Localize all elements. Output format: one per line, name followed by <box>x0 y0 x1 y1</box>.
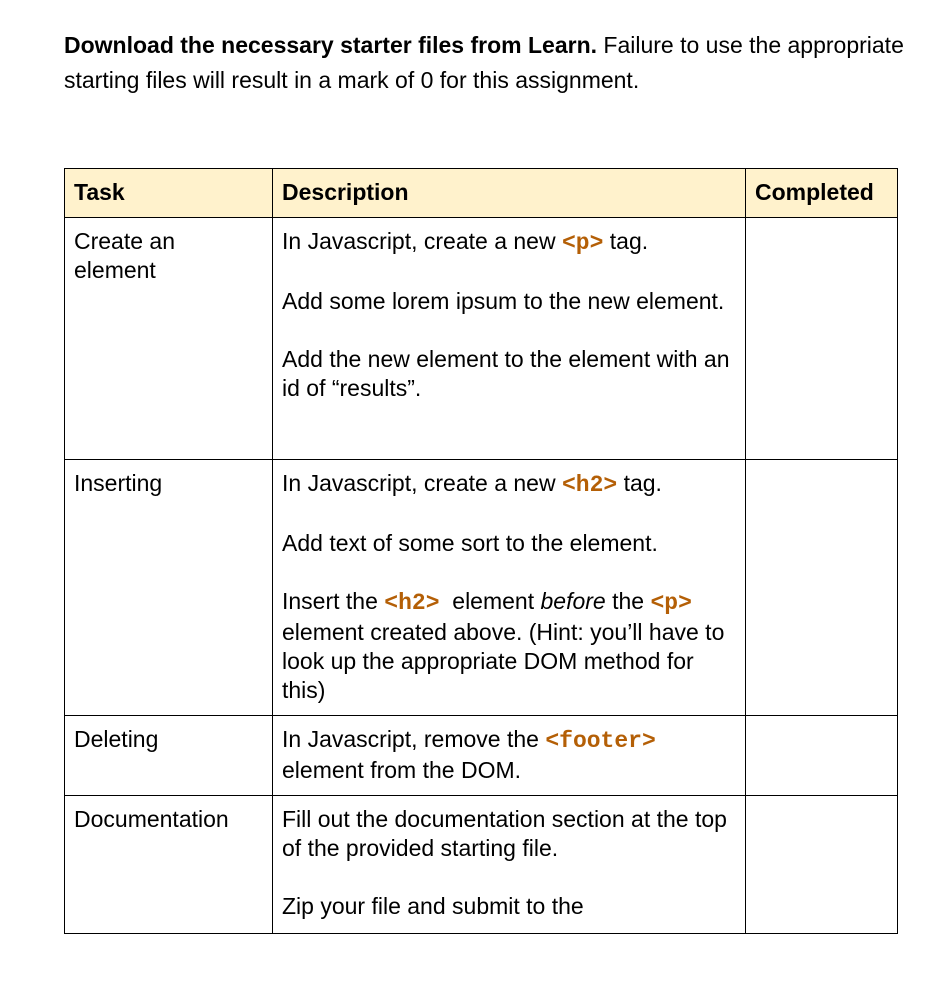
code-tag: <h2> <box>384 590 440 616</box>
header-completed: Completed <box>746 169 898 218</box>
table-row <box>65 796 898 934</box>
description-paragraph <box>282 227 736 258</box>
text-span: tag. <box>617 470 662 496</box>
code-tag: <footer> <box>545 728 656 754</box>
task-cell: Deleting <box>65 716 273 796</box>
text-span: In Javascript, create a new <box>282 470 562 496</box>
description-paragraph: Fill out the documentation section at the top of the provided starting file. <box>282 806 727 861</box>
task-cell: Documentation <box>65 796 273 934</box>
code-tag: <p> <box>561 230 604 256</box>
task-table <box>64 168 898 934</box>
description-paragraph <box>282 725 736 785</box>
header-task: Task <box>65 169 273 218</box>
text-span: In Javascript, create a new <box>282 228 562 254</box>
completed-cell <box>746 218 898 460</box>
header-description: Description <box>273 169 746 218</box>
code-tag: <p> <box>650 590 692 616</box>
text-span: element created above. (Hint: you’ll have to look up the appropriate DOM method for this) <box>282 619 725 703</box>
description-paragraph: Add some lorem ipsum to the new element. <box>282 288 725 314</box>
description-cell <box>273 796 746 934</box>
text-span: Insert the <box>282 588 385 614</box>
completed-cell <box>746 796 898 934</box>
table-row <box>65 460 898 716</box>
text-span: element from the DOM. <box>282 757 522 783</box>
description-paragraph: Zip your file and submit to the <box>282 893 584 919</box>
text-span: In Javascript, remove the <box>282 726 546 752</box>
table-row <box>65 218 898 460</box>
description-cell <box>273 460 746 716</box>
description-paragraph <box>282 469 736 500</box>
description-paragraph: Add text of some sort to the element. <box>282 530 658 556</box>
description-paragraph <box>282 587 736 705</box>
table-row <box>65 716 898 796</box>
completed-cell <box>746 716 898 796</box>
text-span: the <box>605 588 651 614</box>
code-tag: <h2> <box>561 472 618 498</box>
intro-paragraph <box>64 28 904 98</box>
task-cell: Inserting <box>65 460 273 716</box>
description-cell <box>273 716 746 796</box>
text-span: tag. <box>603 228 649 254</box>
emphasis-text: before <box>540 588 606 614</box>
description-cell <box>273 218 746 460</box>
text-span: element <box>439 588 541 614</box>
task-cell: Create an element <box>65 218 273 460</box>
intro-bold-text: Download the necessary starter files from Learn. <box>64 32 598 58</box>
description-paragraph: Add the new element to the element with an id of “results”. <box>282 346 730 401</box>
intro-rest-text: Failure to use the appropriate starting files will result in a mark of 0 for this assignment. <box>64 32 904 93</box>
table-header-row <box>65 169 898 218</box>
completed-cell <box>746 460 898 716</box>
